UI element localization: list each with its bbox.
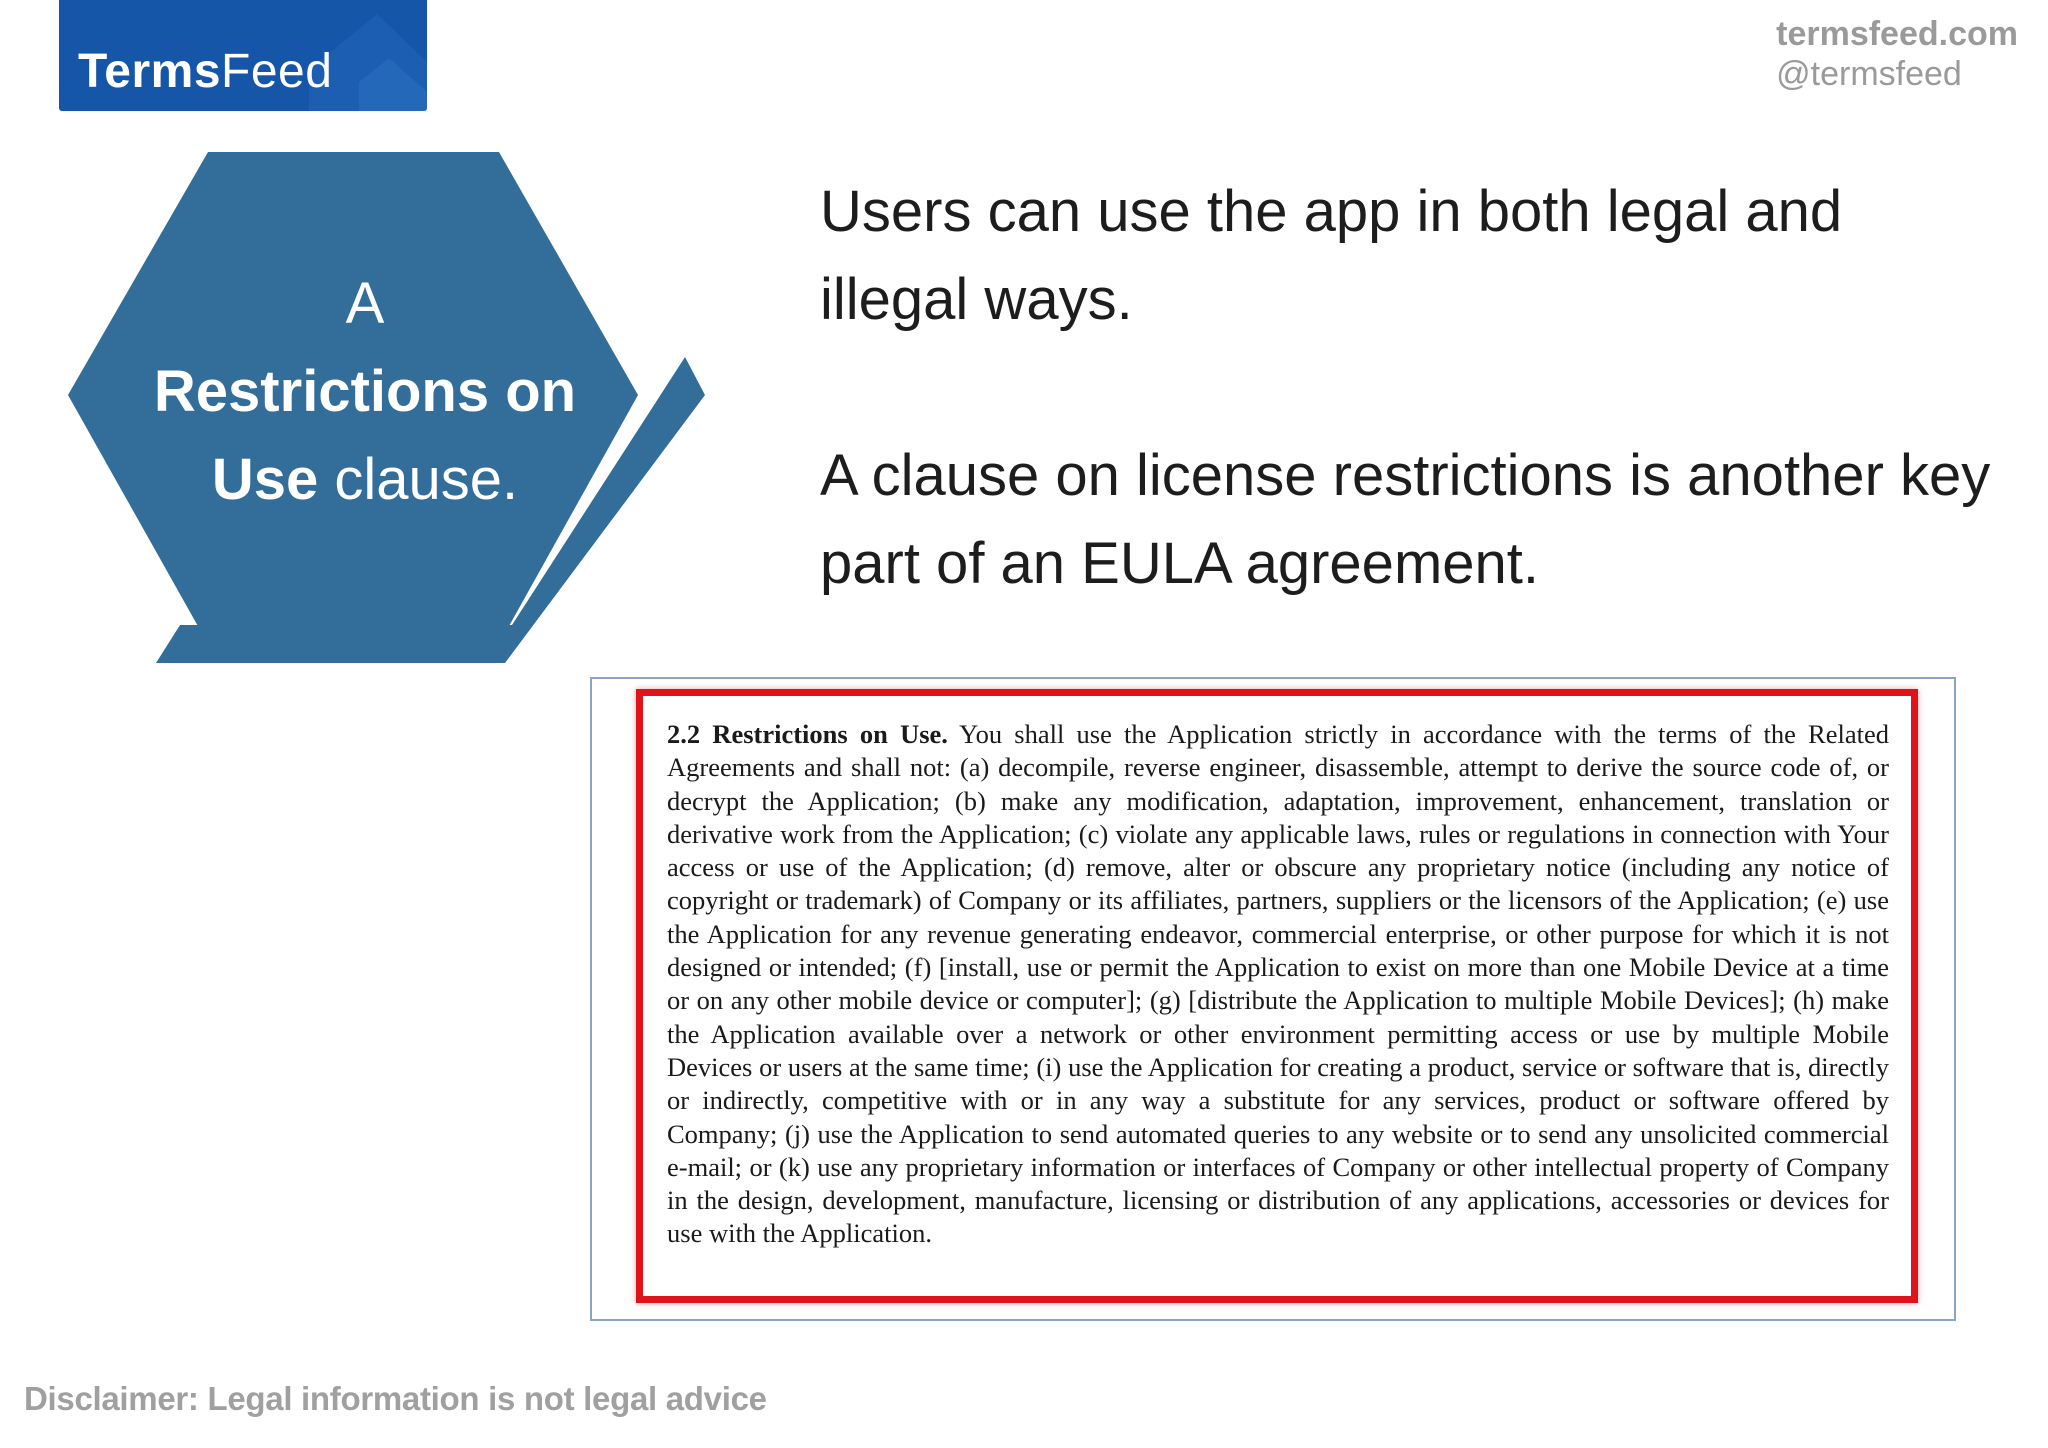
logo-wordmark-bold: Terms <box>78 45 222 98</box>
explanation-text <box>820 168 2000 608</box>
social-handle[interactable]: @termsfeed <box>1776 55 1962 93</box>
disclaimer: Disclaimer: Legal information is not legal advice <box>24 1380 767 1417</box>
hexagon-title-line3-rest: clause. <box>318 447 519 512</box>
hexagon-title-line1: A <box>345 271 385 336</box>
explanation-paragraph-2: A clause on license restrictions is another key part of an EULA agreement. <box>820 443 1991 596</box>
site-credit <box>1776 14 2018 94</box>
logo-wordmark-light: Feed <box>221 45 333 98</box>
hexagon-title-line2: Restrictions on <box>153 359 577 424</box>
excerpt-body: You shall use the Application strictly in accordance with the terms of the Related Agreements and shall not: (a) decompile, reverse engineer, disassemble, attempt to derive the source code of, or decrypt the Application; (b) make any modification, adaptation, improvement, enhancement, translation or derivative work from the Application; (c) violate any applicable laws, rules or regulations in connection with Your access or use of the Application; (d) remove, alter or obscure any proprietary notice (including any notice of copyright or trademark) of Company or its affiliates, partners, suppliers or the licensors of the Application; (e) use the Application for any revenue generating endeavor, commercial enterprise, or other purpose for which it is not designed or intended; (f) [install, use or permit the Application to exist on more than one Mobile Device at a time or on any other mobile device or computer]; (g) [distribute the Application to multiple Mobile Devices]; (h) make the Application available over a network or other environment permitting access or use by multiple Mobile Devices or users at the same time; (i) use the Application for creating a product, service or software that is, directly or indirectly, competitive with or in any way a substitute for any services, product or software offered by Company; (j) use the Application to send automated queries to any website or to send any unsolicited commercial e-mail; or (k) use any proprietary information or interfaces of Company or other intellectual property of Company in the design, development, manufacture, licensing or distribution of any applications, accessories or devices for use with the Application. <box>667 719 1889 1249</box>
hexagon-title <box>115 260 615 524</box>
agreement-excerpt <box>590 677 1956 1321</box>
excerpt-heading: 2.2 Restrictions on Use. <box>667 719 948 749</box>
site-domain[interactable]: termsfeed.com <box>1776 15 2018 53</box>
hexagon-title-line3-bold: Use <box>211 447 319 512</box>
highlight-frame <box>636 689 1918 1303</box>
explanation-paragraph-1: Users can use the app in both legal and illegal ways. <box>820 179 1843 332</box>
hexagon-badge <box>60 145 720 715</box>
hexagon-title-line3 <box>115 436 615 524</box>
logo-wordmark <box>78 44 332 100</box>
excerpt-text <box>667 718 1889 1251</box>
termsfeed-logo[interactable] <box>59 0 427 111</box>
